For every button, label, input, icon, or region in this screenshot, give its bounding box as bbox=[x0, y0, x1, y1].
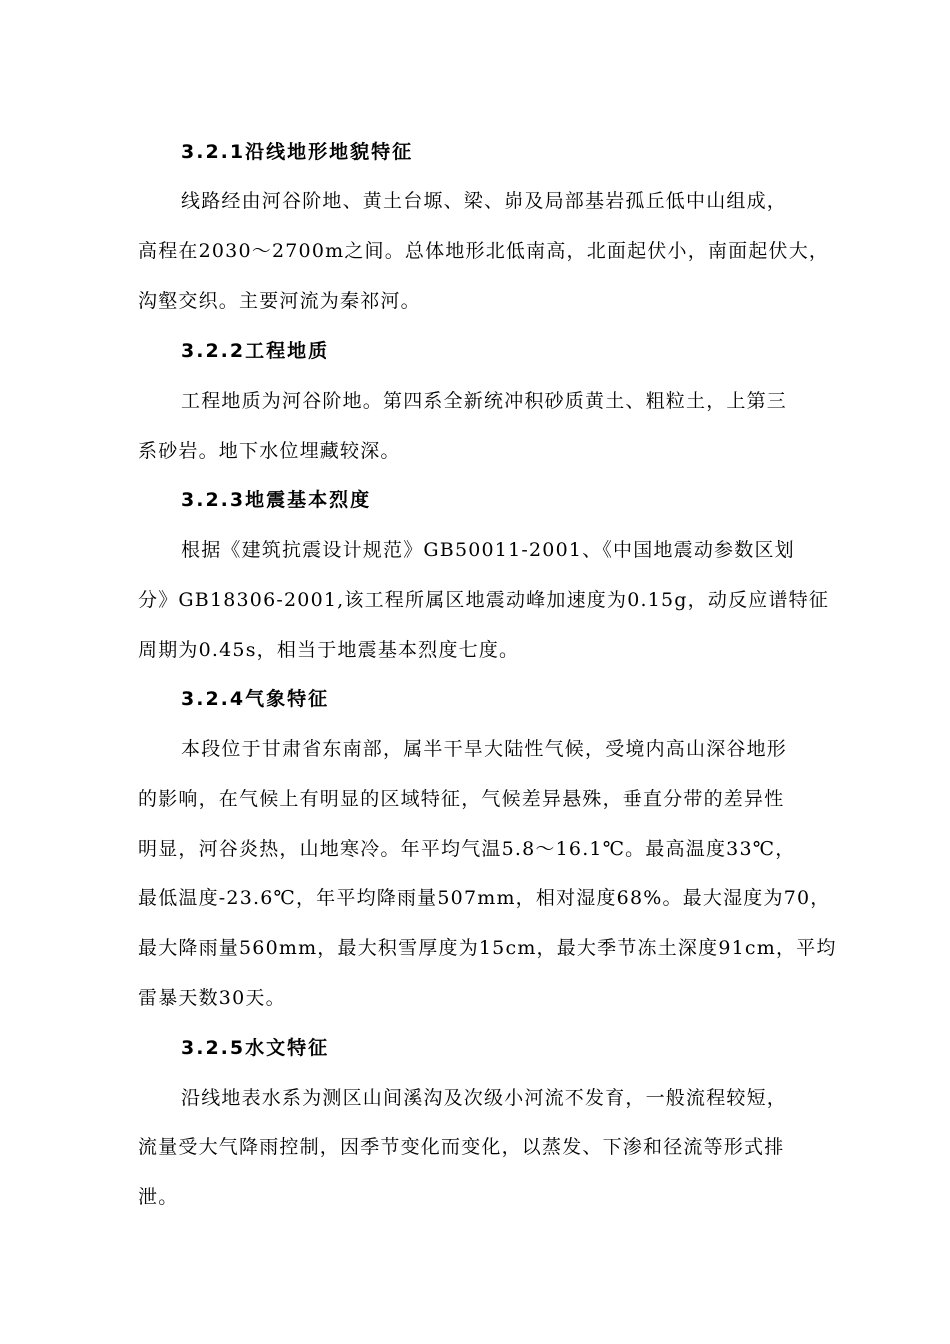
paragraph-line: 分》GB18306-2001,该工程所属区地震动峰加速度为0.15g，动反应谱特征 bbox=[138, 589, 830, 611]
paragraph-line: 线路经由河谷阶地、黄土台塬、梁、峁及局部基岩孤丘低中山组成， bbox=[181, 190, 788, 212]
paragraph-line: 沿线地表水系为测区山间溪沟及次级小河流不发育，一般流程较短， bbox=[181, 1087, 788, 1109]
paragraph-line: 雷暴天数30天。 bbox=[138, 987, 286, 1009]
section-heading-3-2-5: 3.2.5水文特征 bbox=[181, 1037, 330, 1059]
section-heading-3-2-3: 3.2.3地震基本烈度 bbox=[181, 489, 372, 511]
paragraph-line: 的影响，在气候上有明显的区域特征，气候差异悬殊，垂直分带的差异性 bbox=[138, 788, 785, 810]
paragraph-line: 周期为0.45s，相当于地震基本烈度七度。 bbox=[138, 639, 520, 661]
paragraph-line: 流量受大气降雨控制，因季节变化而变化，以蒸发、下渗和径流等形式排 bbox=[138, 1136, 785, 1158]
paragraph-line: 系砂岩。地下水位埋藏较深。 bbox=[138, 440, 401, 462]
paragraph-line: 最低温度-23.6℃，年平均降雨量507mm，相对湿度68%。最大湿度为70， bbox=[138, 887, 831, 909]
paragraph-line: 根据《建筑抗震设计规范》GB50011-2001、《中国地震动参数区划 bbox=[181, 539, 795, 561]
paragraph-line: 泄。 bbox=[138, 1186, 179, 1208]
section-heading-3-2-1: 3.2.1沿线地形地貌特征 bbox=[181, 141, 414, 163]
paragraph-line: 高程在2030～2700m之间。总体地形北低南高，北面起伏小，南面起伏大， bbox=[138, 240, 830, 262]
paragraph-line: 最大降雨量560mm，最大积雪厚度为15cm，最大季节冻土深度91cm，平均 bbox=[138, 937, 837, 959]
section-heading-3-2-2: 3.2.2工程地质 bbox=[181, 340, 330, 362]
paragraph-line: 沟壑交织。主要河流为秦祁河。 bbox=[138, 290, 421, 312]
paragraph-line: 工程地质为河谷阶地。第四系全新统冲积砂质黄土、粗粒土，上第三 bbox=[181, 390, 788, 412]
paragraph-line: 明显，河谷炎热，山地寒冷。年平均气温5.8～16.1℃。最高温度33℃， bbox=[138, 838, 796, 860]
paragraph-line: 本段位于甘肃省东南部，属半干旱大陆性气候，受境内高山深谷地形 bbox=[181, 738, 788, 760]
section-heading-3-2-4: 3.2.4气象特征 bbox=[181, 688, 330, 710]
